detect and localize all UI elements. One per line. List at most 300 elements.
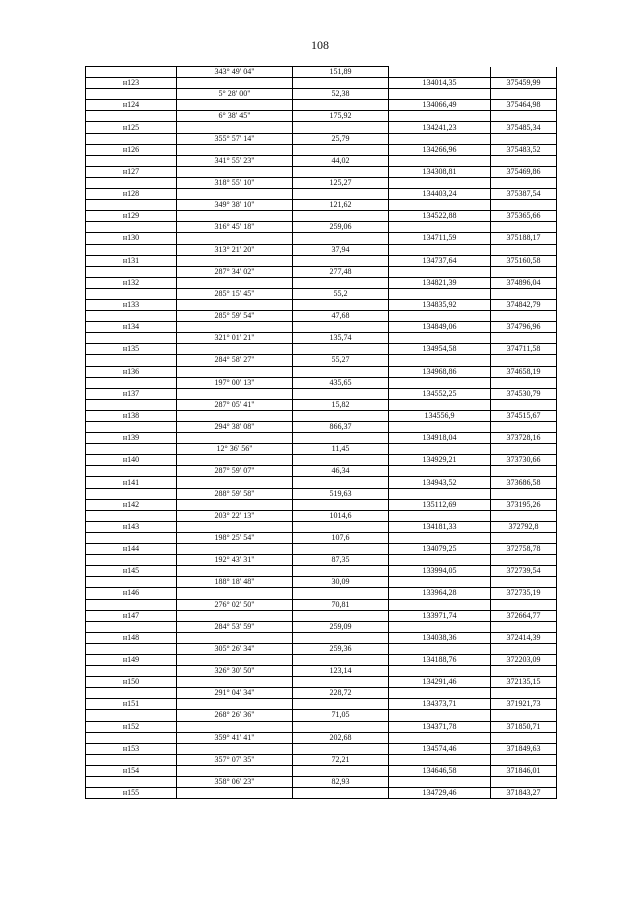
x-coordinate-cell <box>389 177 491 188</box>
x-coordinate-cell: 134403,24 <box>389 189 491 200</box>
y-coordinate-cell <box>491 67 557 78</box>
length-cell: 55,27 <box>293 355 389 366</box>
bearing-cell <box>177 100 293 111</box>
length-cell <box>293 189 389 200</box>
x-coordinate-cell <box>389 599 491 610</box>
point-name-cell <box>86 111 177 122</box>
length-cell <box>293 610 389 621</box>
length-cell: 37,94 <box>293 244 389 255</box>
bearing-cell <box>177 788 293 799</box>
point-name-cell <box>86 666 177 677</box>
point-name-cell <box>86 577 177 588</box>
point-name-cell: н152 <box>86 721 177 732</box>
x-coordinate-cell <box>389 532 491 543</box>
x-coordinate-cell: 134066,49 <box>389 100 491 111</box>
length-cell: 71,05 <box>293 710 389 721</box>
point-name-cell <box>86 355 177 366</box>
length-cell <box>293 322 389 333</box>
point-name-cell: н128 <box>86 189 177 200</box>
length-cell <box>293 632 389 643</box>
y-coordinate-cell <box>491 710 557 721</box>
x-coordinate-cell <box>389 754 491 765</box>
point-row <box>86 788 557 799</box>
bearing-cell: 284° 53' 59" <box>177 621 293 632</box>
x-coordinate-cell: 133994,05 <box>389 566 491 577</box>
y-coordinate-cell <box>491 510 557 521</box>
bearing-cell: 316° 45' 18" <box>177 222 293 233</box>
y-coordinate-cell <box>491 89 557 100</box>
length-cell <box>293 410 389 421</box>
x-coordinate-cell <box>389 288 491 299</box>
x-coordinate-cell <box>389 466 491 477</box>
x-coordinate-cell: 134038,36 <box>389 632 491 643</box>
y-coordinate-cell <box>491 333 557 344</box>
bearing-cell: 284° 58' 27" <box>177 355 293 366</box>
x-coordinate-cell <box>389 244 491 255</box>
x-coordinate-cell <box>389 621 491 632</box>
bearing-cell <box>177 743 293 754</box>
y-coordinate-cell: 372739,54 <box>491 566 557 577</box>
bearing-cell <box>177 144 293 155</box>
x-coordinate-cell: 134737,64 <box>389 255 491 266</box>
y-coordinate-cell <box>491 288 557 299</box>
y-coordinate-cell: 373728,16 <box>491 433 557 444</box>
point-name-cell <box>86 710 177 721</box>
segment-row <box>86 377 557 388</box>
x-coordinate-cell <box>389 555 491 566</box>
x-coordinate-cell: 134266,96 <box>389 144 491 155</box>
point-row <box>86 455 557 466</box>
y-coordinate-cell: 372664,77 <box>491 610 557 621</box>
point-name-cell <box>86 177 177 188</box>
bearing-cell: 287° 05' 41" <box>177 399 293 410</box>
x-coordinate-cell <box>389 67 491 78</box>
point-name-cell: н153 <box>86 743 177 754</box>
bearing-cell: 287° 59' 07" <box>177 466 293 477</box>
segment-row <box>86 67 557 78</box>
x-coordinate-cell: 134849,06 <box>389 322 491 333</box>
x-coordinate-cell <box>389 399 491 410</box>
length-cell <box>293 499 389 510</box>
y-coordinate-cell <box>491 311 557 322</box>
x-coordinate-cell: 134968,86 <box>389 366 491 377</box>
point-name-cell: н147 <box>86 610 177 621</box>
length-cell: 52,38 <box>293 89 389 100</box>
y-coordinate-cell: 372203,09 <box>491 654 557 665</box>
x-coordinate-cell: 134918,04 <box>389 433 491 444</box>
segment-row <box>86 710 557 721</box>
x-coordinate-cell <box>389 155 491 166</box>
bearing-cell <box>177 277 293 288</box>
length-cell <box>293 211 389 222</box>
bearing-cell <box>177 211 293 222</box>
point-row <box>86 677 557 688</box>
segment-row <box>86 466 557 477</box>
point-name-cell <box>86 222 177 233</box>
x-coordinate-cell: 134181,33 <box>389 521 491 532</box>
x-coordinate-cell <box>389 422 491 433</box>
point-name-cell <box>86 732 177 743</box>
length-cell <box>293 654 389 665</box>
y-coordinate-cell: 373195,26 <box>491 499 557 510</box>
bearing-cell: 288° 59' 58" <box>177 488 293 499</box>
y-coordinate-cell: 374842,79 <box>491 299 557 310</box>
point-row <box>86 277 557 288</box>
length-cell <box>293 677 389 688</box>
segment-row <box>86 488 557 499</box>
bearing-cell <box>177 189 293 200</box>
bearing-cell: 198° 25' 54" <box>177 532 293 543</box>
x-coordinate-cell: 133971,74 <box>389 610 491 621</box>
point-row <box>86 322 557 333</box>
segment-row <box>86 89 557 100</box>
segment-row <box>86 643 557 654</box>
point-name-cell <box>86 532 177 543</box>
x-coordinate-cell: 134574,46 <box>389 743 491 754</box>
point-name-cell: н154 <box>86 765 177 776</box>
point-name-cell: н124 <box>86 100 177 111</box>
y-coordinate-cell: 372735,19 <box>491 588 557 599</box>
segment-row <box>86 244 557 255</box>
y-coordinate-cell: 372414,39 <box>491 632 557 643</box>
point-name-cell <box>86 466 177 477</box>
y-coordinate-cell <box>491 488 557 499</box>
y-coordinate-cell <box>491 244 557 255</box>
x-coordinate-cell <box>389 777 491 788</box>
segment-row <box>86 688 557 699</box>
bearing-cell <box>177 410 293 421</box>
x-coordinate-cell <box>389 266 491 277</box>
x-coordinate-cell: 134241,23 <box>389 122 491 133</box>
point-name-cell <box>86 488 177 499</box>
x-coordinate-cell <box>389 732 491 743</box>
point-name-cell <box>86 200 177 211</box>
x-coordinate-cell <box>389 355 491 366</box>
x-coordinate-cell: 134014,35 <box>389 78 491 89</box>
bearing-cell <box>177 721 293 732</box>
point-name-cell: н149 <box>86 654 177 665</box>
y-coordinate-cell <box>491 377 557 388</box>
y-coordinate-cell: 375485,34 <box>491 122 557 133</box>
segment-row <box>86 532 557 543</box>
y-coordinate-cell: 371850,71 <box>491 721 557 732</box>
point-row <box>86 78 557 89</box>
length-cell: 123,14 <box>293 666 389 677</box>
length-cell: 82,93 <box>293 777 389 788</box>
y-coordinate-cell <box>491 643 557 654</box>
x-coordinate-cell <box>389 89 491 100</box>
x-coordinate-cell: 134929,21 <box>389 455 491 466</box>
segment-row <box>86 510 557 521</box>
y-coordinate-cell <box>491 732 557 743</box>
bearing-cell <box>177 632 293 643</box>
bearing-cell <box>177 521 293 532</box>
segment-row <box>86 732 557 743</box>
length-cell: 121,62 <box>293 200 389 211</box>
length-cell <box>293 388 389 399</box>
point-name-cell: н125 <box>86 122 177 133</box>
bearing-cell <box>177 322 293 333</box>
point-name-cell: н143 <box>86 521 177 532</box>
length-cell <box>293 233 389 244</box>
bearing-cell <box>177 654 293 665</box>
x-coordinate-cell <box>389 688 491 699</box>
y-coordinate-cell: 372758,78 <box>491 544 557 555</box>
y-coordinate-cell <box>491 532 557 543</box>
segment-row <box>86 177 557 188</box>
point-row <box>86 366 557 377</box>
bearing-cell: 291° 04' 34" <box>177 688 293 699</box>
point-name-cell: н145 <box>86 566 177 577</box>
point-row <box>86 743 557 754</box>
bearing-cell <box>177 388 293 399</box>
x-coordinate-cell <box>389 710 491 721</box>
segment-row <box>86 555 557 566</box>
y-coordinate-cell: 371921,73 <box>491 699 557 710</box>
point-row <box>86 233 557 244</box>
y-coordinate-cell: 374796,96 <box>491 322 557 333</box>
y-coordinate-cell: 373730,66 <box>491 455 557 466</box>
bearing-cell <box>177 677 293 688</box>
length-cell: 70,81 <box>293 599 389 610</box>
point-row <box>86 521 557 532</box>
y-coordinate-cell <box>491 577 557 588</box>
bearing-cell: 294° 38' 08" <box>177 422 293 433</box>
length-cell <box>293 433 389 444</box>
bearing-cell: 188° 18' 48" <box>177 577 293 588</box>
length-cell <box>293 721 389 732</box>
segment-row <box>86 200 557 211</box>
point-name-cell <box>86 377 177 388</box>
bearing-cell: 6° 38' 45" <box>177 111 293 122</box>
point-name-cell: н126 <box>86 144 177 155</box>
x-coordinate-cell <box>389 333 491 344</box>
bearing-cell <box>177 233 293 244</box>
bearing-cell: 197° 00' 13" <box>177 377 293 388</box>
bearing-cell: 192° 43' 31" <box>177 555 293 566</box>
point-name-cell: н136 <box>86 366 177 377</box>
point-name-cell <box>86 311 177 322</box>
bearing-cell: 318° 55' 10" <box>177 177 293 188</box>
point-row <box>86 122 557 133</box>
bearing-cell <box>177 299 293 310</box>
x-coordinate-cell: 134079,25 <box>389 544 491 555</box>
bearing-cell: 321° 01' 21" <box>177 333 293 344</box>
length-cell <box>293 788 389 799</box>
bearing-cell: 341° 55' 23" <box>177 155 293 166</box>
length-cell <box>293 122 389 133</box>
y-coordinate-cell <box>491 200 557 211</box>
x-coordinate-cell: 134835,92 <box>389 299 491 310</box>
bearing-cell: 305° 26' 34" <box>177 643 293 654</box>
point-row <box>86 632 557 643</box>
y-coordinate-cell: 375459,99 <box>491 78 557 89</box>
length-cell <box>293 544 389 555</box>
point-row <box>86 499 557 510</box>
y-coordinate-cell: 374515,67 <box>491 410 557 421</box>
segment-row <box>86 288 557 299</box>
point-name-cell: н155 <box>86 788 177 799</box>
bearing-cell: 358° 06' 23" <box>177 777 293 788</box>
segment-row <box>86 422 557 433</box>
x-coordinate-cell <box>389 643 491 654</box>
length-cell <box>293 277 389 288</box>
point-row <box>86 699 557 710</box>
point-row <box>86 721 557 732</box>
length-cell: 259,06 <box>293 222 389 233</box>
length-cell <box>293 144 389 155</box>
x-coordinate-cell <box>389 200 491 211</box>
x-coordinate-cell: 134308,81 <box>389 166 491 177</box>
x-coordinate-cell: 134729,46 <box>389 788 491 799</box>
x-coordinate-cell: 134821,39 <box>389 277 491 288</box>
length-cell: 259,36 <box>293 643 389 654</box>
y-coordinate-cell: 371849,63 <box>491 743 557 754</box>
length-cell: 135,74 <box>293 333 389 344</box>
x-coordinate-cell: 134371,78 <box>389 721 491 732</box>
point-row <box>86 544 557 555</box>
length-cell <box>293 743 389 754</box>
bearing-cell: 326° 30' 50" <box>177 666 293 677</box>
x-coordinate-cell <box>389 377 491 388</box>
x-coordinate-cell: 134556,9 <box>389 410 491 421</box>
point-row <box>86 610 557 621</box>
bearing-cell <box>177 433 293 444</box>
length-cell <box>293 699 389 710</box>
x-coordinate-cell: 134954,58 <box>389 344 491 355</box>
y-coordinate-cell <box>491 155 557 166</box>
segment-row <box>86 444 557 455</box>
point-row <box>86 100 557 111</box>
bearing-cell <box>177 588 293 599</box>
point-row <box>86 566 557 577</box>
point-row <box>86 166 557 177</box>
y-coordinate-cell: 372135,15 <box>491 677 557 688</box>
point-row <box>86 765 557 776</box>
y-coordinate-cell <box>491 777 557 788</box>
length-cell: 25,79 <box>293 133 389 144</box>
point-row <box>86 654 557 665</box>
point-name-cell: н132 <box>86 277 177 288</box>
point-name-cell <box>86 444 177 455</box>
point-name-cell <box>86 555 177 566</box>
x-coordinate-cell <box>389 577 491 588</box>
x-coordinate-cell: 135112,69 <box>389 499 491 510</box>
bearing-cell <box>177 166 293 177</box>
bearing-cell <box>177 610 293 621</box>
point-name-cell: н130 <box>86 233 177 244</box>
point-row <box>86 189 557 200</box>
segment-row <box>86 599 557 610</box>
point-name-cell <box>86 422 177 433</box>
x-coordinate-cell: 134522,88 <box>389 211 491 222</box>
point-name-cell: н134 <box>86 322 177 333</box>
length-cell <box>293 78 389 89</box>
point-name-cell: н131 <box>86 255 177 266</box>
segment-row <box>86 266 557 277</box>
y-coordinate-cell <box>491 688 557 699</box>
bearing-cell <box>177 499 293 510</box>
point-name-cell: н133 <box>86 299 177 310</box>
point-name-cell: н141 <box>86 477 177 488</box>
bearing-cell <box>177 544 293 555</box>
y-coordinate-cell <box>491 555 557 566</box>
x-coordinate-cell: 134711,59 <box>389 233 491 244</box>
bearing-cell <box>177 255 293 266</box>
y-coordinate-cell: 371843,27 <box>491 788 557 799</box>
y-coordinate-cell <box>491 177 557 188</box>
bearing-cell <box>177 455 293 466</box>
point-name-cell <box>86 288 177 299</box>
y-coordinate-cell <box>491 222 557 233</box>
length-cell: 55,2 <box>293 288 389 299</box>
x-coordinate-cell: 134646,58 <box>389 765 491 776</box>
point-name-cell <box>86 688 177 699</box>
length-cell <box>293 166 389 177</box>
length-cell: 44,02 <box>293 155 389 166</box>
point-row <box>86 299 557 310</box>
length-cell: 866,37 <box>293 422 389 433</box>
point-name-cell: н135 <box>86 344 177 355</box>
y-coordinate-cell <box>491 444 557 455</box>
point-row <box>86 410 557 421</box>
length-cell: 228,72 <box>293 688 389 699</box>
bearing-cell: 12° 36' 56" <box>177 444 293 455</box>
point-name-cell: н127 <box>86 166 177 177</box>
segment-row <box>86 666 557 677</box>
y-coordinate-cell: 374658,19 <box>491 366 557 377</box>
y-coordinate-cell <box>491 133 557 144</box>
y-coordinate-cell <box>491 422 557 433</box>
segment-row <box>86 155 557 166</box>
y-coordinate-cell: 372792,8 <box>491 521 557 532</box>
segment-row <box>86 399 557 410</box>
y-coordinate-cell <box>491 355 557 366</box>
y-coordinate-cell: 374711,58 <box>491 344 557 355</box>
length-cell <box>293 455 389 466</box>
point-row <box>86 433 557 444</box>
x-coordinate-cell <box>389 111 491 122</box>
point-row <box>86 588 557 599</box>
bearing-cell: 268° 26' 36" <box>177 710 293 721</box>
length-cell: 125,27 <box>293 177 389 188</box>
x-coordinate-cell: 134188,76 <box>389 654 491 665</box>
y-coordinate-cell: 374896,04 <box>491 277 557 288</box>
point-name-cell: н150 <box>86 677 177 688</box>
point-name-cell: н129 <box>86 211 177 222</box>
y-coordinate-cell: 375469,86 <box>491 166 557 177</box>
bearing-cell <box>177 344 293 355</box>
point-name-cell: н138 <box>86 410 177 421</box>
point-name-cell <box>86 333 177 344</box>
point-name-cell: н123 <box>86 78 177 89</box>
point-row <box>86 344 557 355</box>
length-cell: 47,68 <box>293 311 389 322</box>
bearing-cell: 287° 34' 02" <box>177 266 293 277</box>
y-coordinate-cell: 375188,17 <box>491 233 557 244</box>
point-name-cell: н137 <box>86 388 177 399</box>
bearing-cell <box>177 122 293 133</box>
length-cell <box>293 366 389 377</box>
x-coordinate-cell <box>389 444 491 455</box>
point-name-cell <box>86 621 177 632</box>
x-coordinate-cell: 134291,46 <box>389 677 491 688</box>
length-cell <box>293 255 389 266</box>
x-coordinate-cell: 133964,28 <box>389 588 491 599</box>
point-name-cell: н140 <box>86 455 177 466</box>
length-cell <box>293 299 389 310</box>
length-cell: 30,09 <box>293 577 389 588</box>
